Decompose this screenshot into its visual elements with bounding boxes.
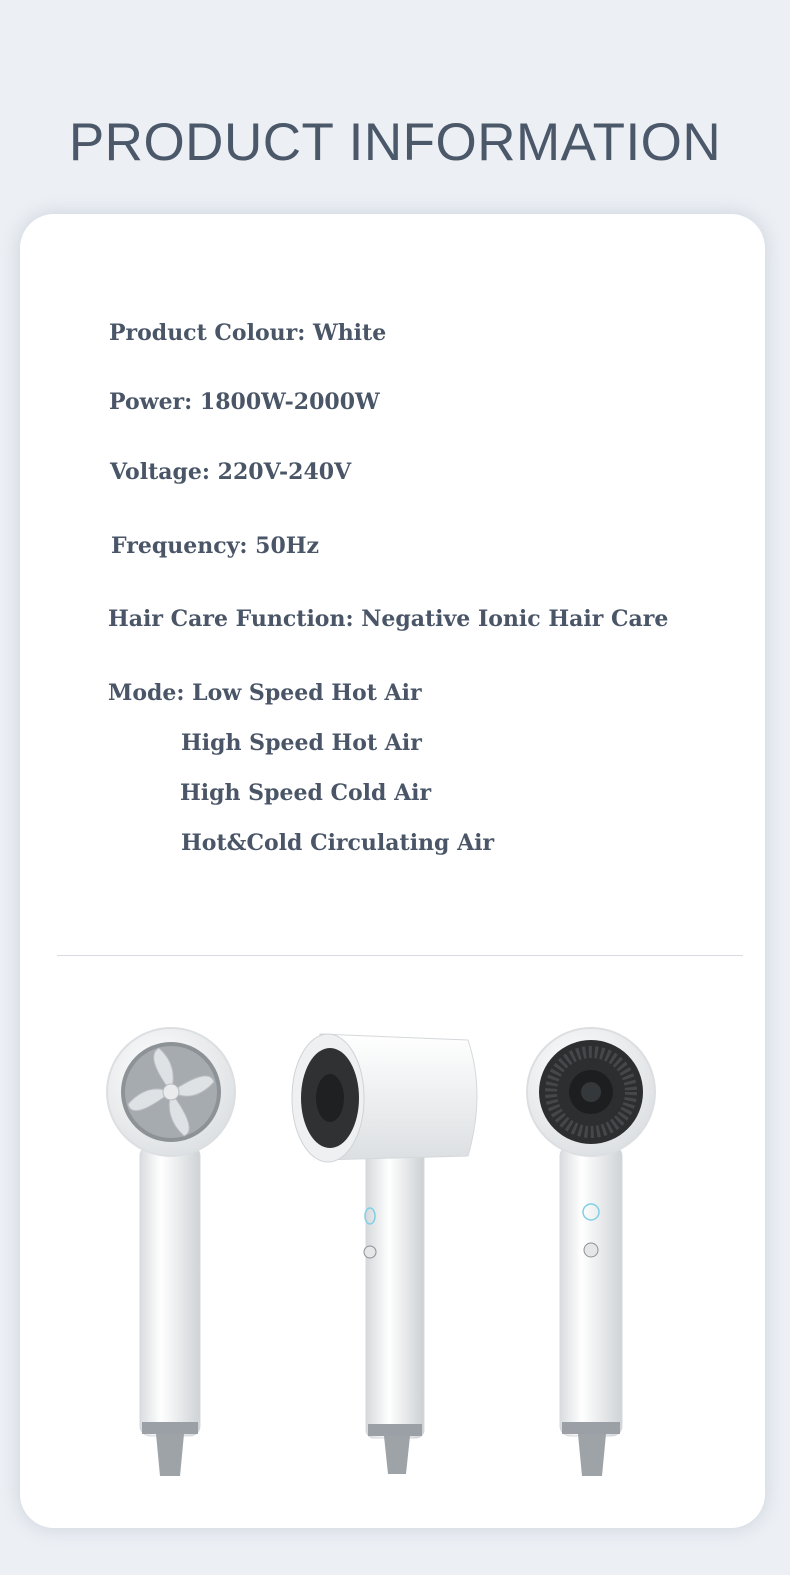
section-divider: [57, 955, 743, 956]
spec-mode: Mode: Low Speed Hot Air: [108, 680, 422, 706]
spec-mode-item: High Speed Cold Air: [180, 780, 432, 806]
spec-mode-item: Hot&Cold Circulating Air: [181, 830, 495, 856]
hair-dryer-side-view-image: [290, 1028, 490, 1478]
spec-frequency: Frequency: 50Hz: [111, 533, 320, 559]
spec-mode-item: High Speed Hot Air: [181, 730, 422, 756]
spec-hair-care: Hair Care Function: Negative Ionic Hair Care: [108, 606, 669, 632]
product-info-card: [20, 214, 765, 1528]
page-title: PRODUCT INFORMATION: [68, 113, 722, 172]
hair-dryer-front-view-image: [524, 1026, 660, 1481]
spec-colour: Product Colour: White: [109, 320, 387, 346]
spec-voltage: Voltage: 220V-240V: [110, 459, 352, 485]
hair-dryer-back-view-image: [104, 1026, 239, 1481]
spec-power: Power: 1800W-2000W: [109, 389, 380, 415]
